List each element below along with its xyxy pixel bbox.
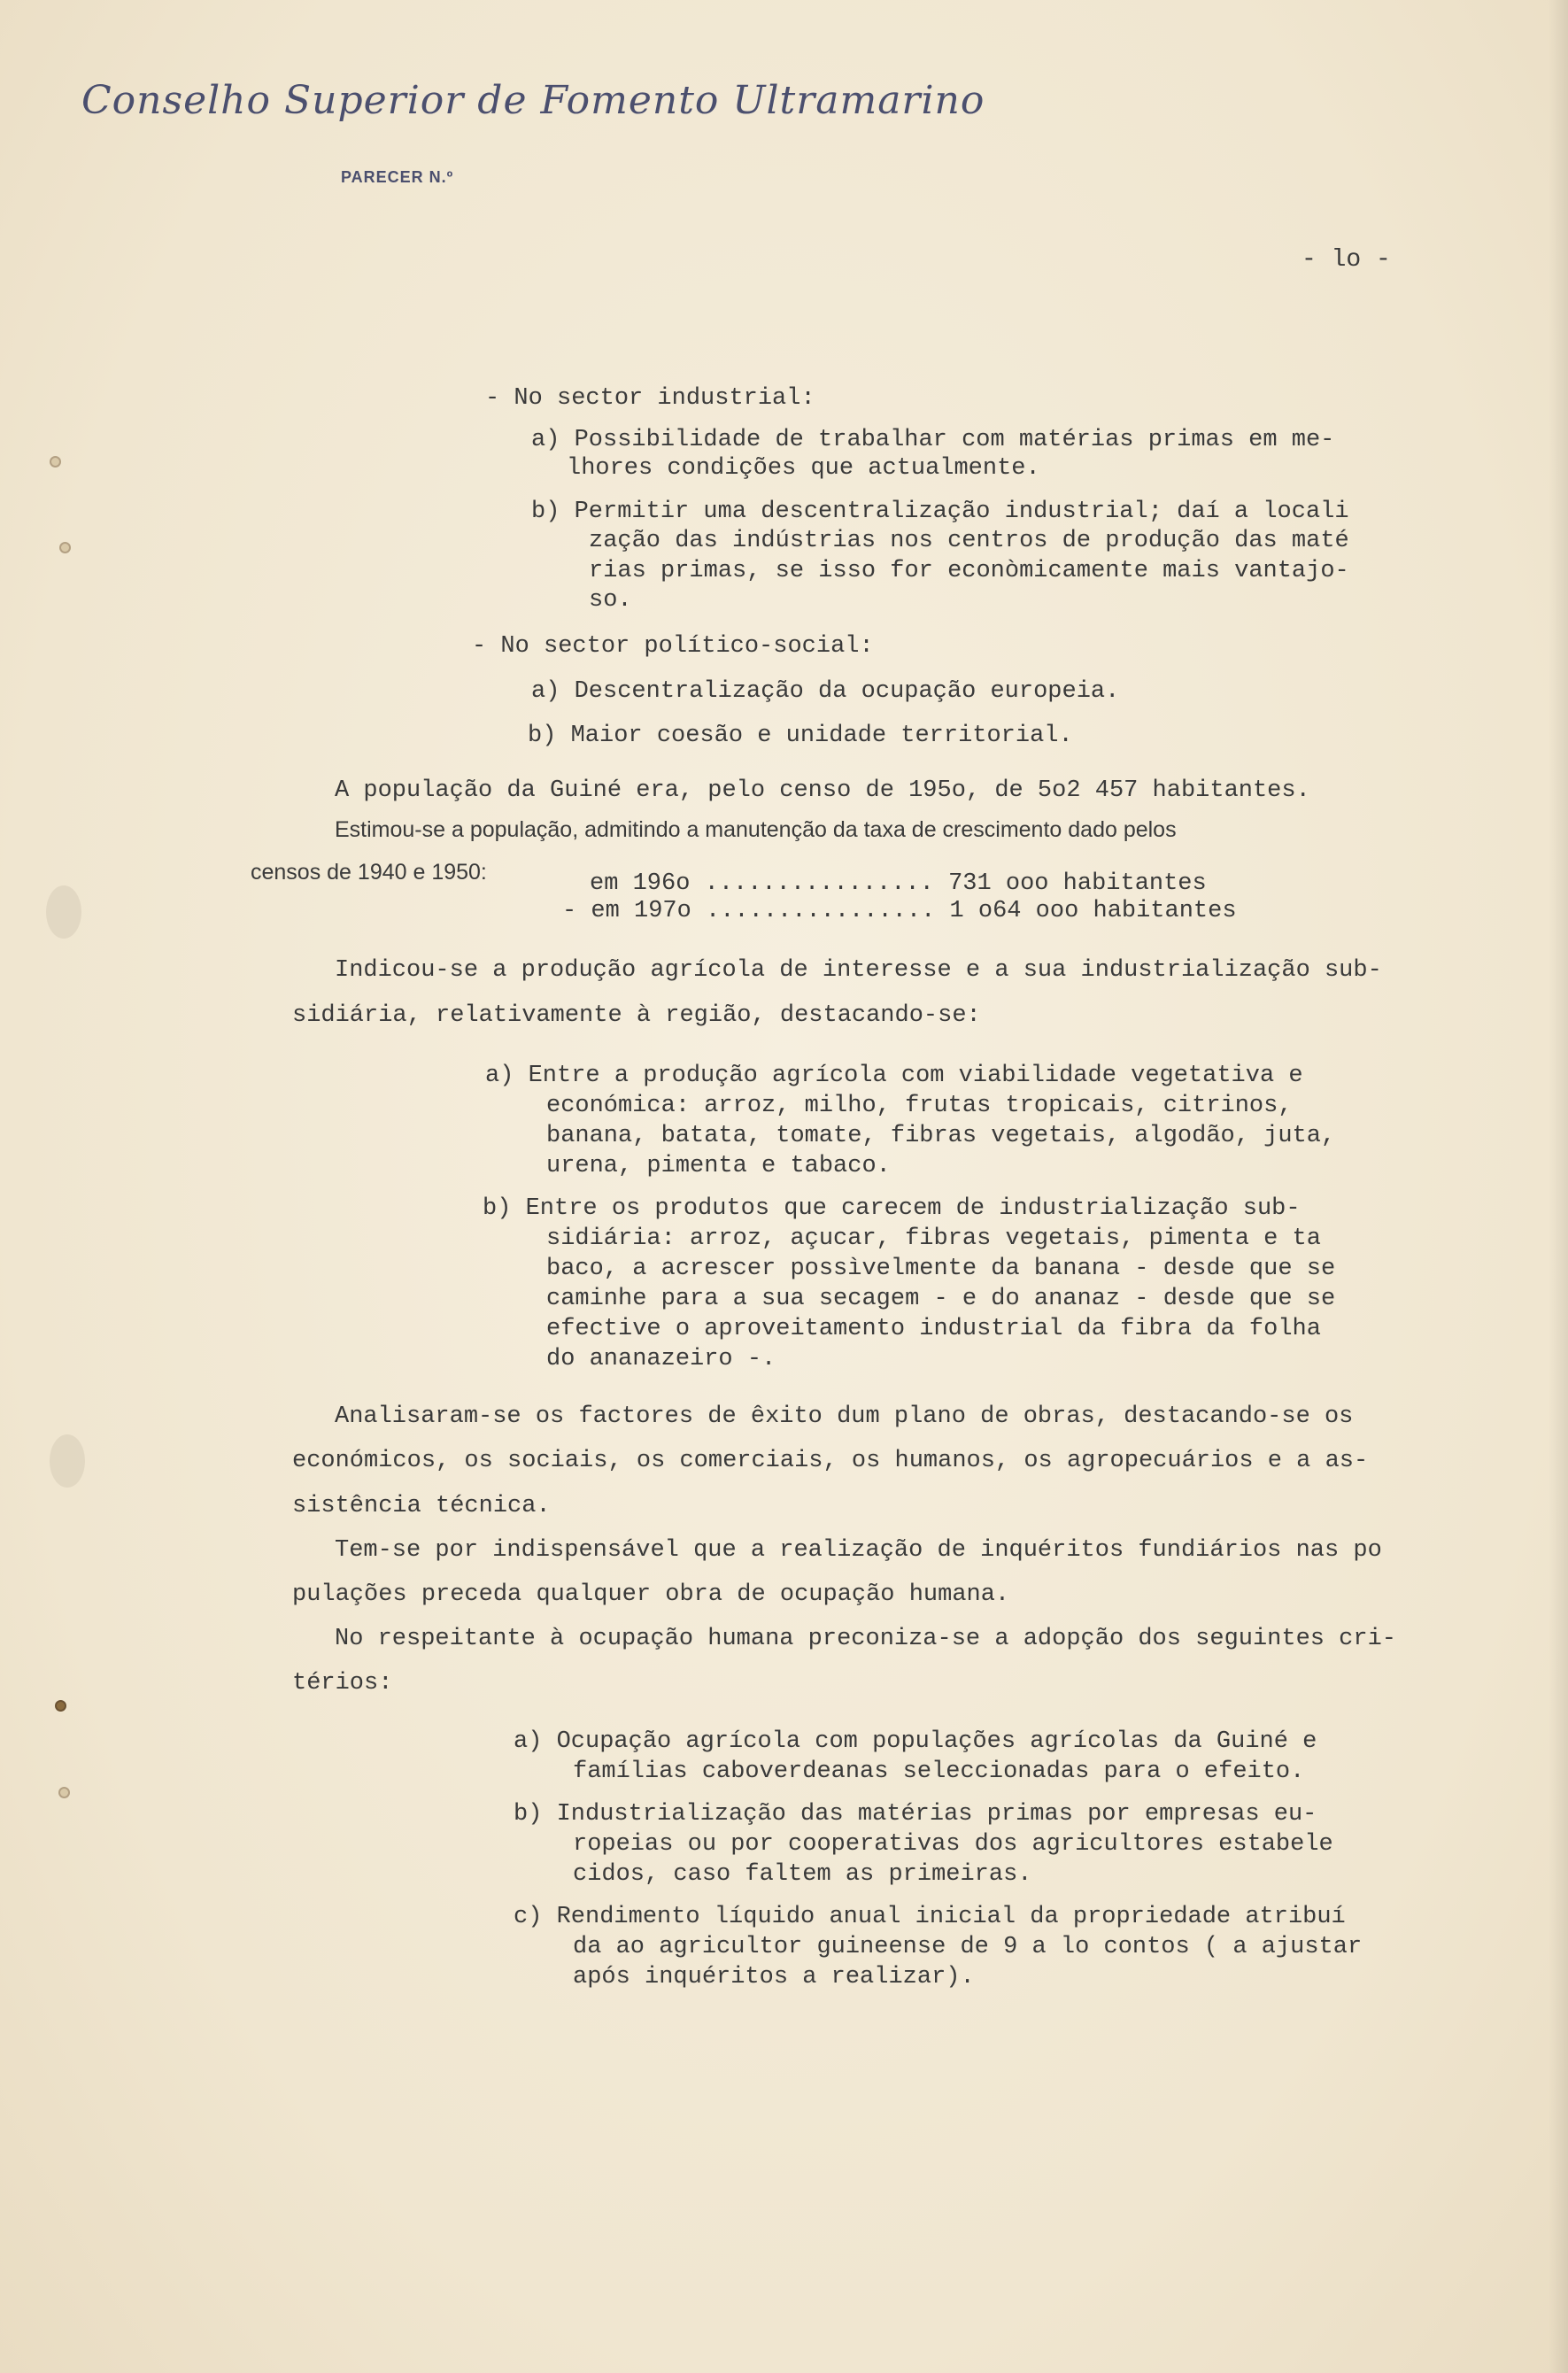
list-item-continuation: sidiária: arroz, açucar, fibras vegetais, pimenta e ta bbox=[546, 1225, 1321, 1252]
estimate-row: - em 197o ................ 1 o64 ooo habitantes bbox=[562, 898, 1237, 924]
list-item: b) Entre os produtos que carecem de industrialização sub- bbox=[483, 1195, 1301, 1222]
list-item: a) Possibilidade de trabalhar com matérias primas em me- bbox=[531, 427, 1335, 453]
paper-stain bbox=[50, 1434, 85, 1488]
section-heading: - No sector industrial: bbox=[485, 385, 815, 412]
punch-hole-mark bbox=[59, 542, 71, 553]
list-item-continuation: do ananazeiro -. bbox=[546, 1346, 776, 1372]
list-item-continuation: cidos, caso faltem as primeiras. bbox=[573, 1861, 1032, 1888]
list-item-continuation: após inquéritos a realizar). bbox=[573, 1964, 975, 1990]
list-item: a) Entre a produção agrícola com viabilidade vegetativa e bbox=[485, 1063, 1303, 1089]
paragraph-line: pulações preceda qualquer obra de ocupação humana. bbox=[292, 1581, 1010, 1608]
list-item-continuation: ropeias ou por cooperativas dos agricultores estabele bbox=[573, 1831, 1333, 1858]
list-item: c) Rendimento líquido anual inicial da propriedade atribuí bbox=[514, 1904, 1346, 1930]
list-item-continuation: baco, a acrescer possìvelmente da banana - desde que se bbox=[546, 1256, 1336, 1282]
paragraph-line: censos de 1940 e 1950: bbox=[251, 860, 487, 885]
list-item: b) Permitir uma descentralização industrial; daí a locali bbox=[531, 499, 1349, 525]
letterhead-title: Conselho Superior de Fomento Ultramarino bbox=[81, 78, 985, 123]
list-item-continuation: económica: arroz, milho, frutas tropicais, citrinos, bbox=[546, 1093, 1293, 1119]
list-item-continuation: lhores condições que actualmente. bbox=[567, 455, 1040, 482]
list-item-continuation: zação das indústrias nos centros de produção das maté bbox=[589, 528, 1349, 554]
list-item-continuation: famílias caboverdeanas seleccionadas para o efeito. bbox=[573, 1758, 1305, 1785]
page-edge-shadow bbox=[1549, 0, 1568, 2373]
paragraph-line: sidiária, relativamente à região, destacando-se: bbox=[292, 1002, 981, 1029]
paragraph-line: térios: bbox=[292, 1670, 393, 1697]
list-item: a) Ocupação agrícola com populações agrícolas da Guiné e bbox=[514, 1728, 1317, 1755]
paragraph-line: Indicou-se a produção agrícola de interesse e a sua industrialização sub- bbox=[335, 957, 1382, 984]
paper-stain bbox=[46, 885, 81, 939]
paragraph-line: Estimou-se a população, admitindo a manutenção da taxa de crescimento dado pelos bbox=[335, 817, 1177, 842]
list-item-continuation: da ao agricultor guineense de 9 a lo contos ( a ajustar bbox=[573, 1934, 1363, 1960]
page-number: - lo - bbox=[1302, 246, 1391, 274]
estimate-row: em 196o ................ 731 ooo habitantes bbox=[590, 870, 1207, 897]
list-item-continuation: so. bbox=[589, 587, 632, 614]
list-item: a) Descentralização da ocupação europeia. bbox=[531, 678, 1120, 705]
parecer-label: PARECER N.º bbox=[341, 168, 454, 186]
punch-hole-mark bbox=[58, 1787, 70, 1798]
list-item-continuation: rias primas, se isso for econòmicamente mais vantajo- bbox=[589, 558, 1349, 584]
list-item: b) Maior coesão e unidade territorial. bbox=[528, 723, 1073, 749]
paragraph-line: sistência técnica. bbox=[292, 1493, 551, 1519]
paragraph-line: económicos, os sociais, os comerciais, os humanos, os agropecuários e a as- bbox=[292, 1448, 1369, 1474]
list-item-continuation: urena, pimenta e tabaco. bbox=[546, 1153, 891, 1179]
paragraph-line: No respeitante à ocupação humana preconiza-se a adopção dos seguintes cri- bbox=[335, 1626, 1396, 1652]
list-item: b) Industrialização das matérias primas por empresas eu- bbox=[514, 1801, 1317, 1828]
punch-hole-mark bbox=[55, 1700, 66, 1712]
paragraph-line: A população da Guiné era, pelo censo de 195o, de 5o2 457 habitantes. bbox=[335, 777, 1310, 804]
paragraph-line: Tem-se por indispensável que a realização de inquéritos fundiários nas po bbox=[335, 1537, 1382, 1564]
list-item-continuation: efective o aproveitamento industrial da fibra da folha bbox=[546, 1316, 1321, 1342]
punch-hole-mark bbox=[50, 456, 61, 468]
section-heading: - No sector político-social: bbox=[472, 633, 874, 660]
paragraph-line: Analisaram-se os factores de êxito dum plano de obras, destacando-se os bbox=[335, 1403, 1354, 1430]
list-item-continuation: banana, batata, tomate, fibras vegetais, algodão, juta, bbox=[546, 1123, 1336, 1149]
list-item-continuation: caminhe para a sua secagem - e do ananaz - desde que se bbox=[546, 1286, 1336, 1312]
